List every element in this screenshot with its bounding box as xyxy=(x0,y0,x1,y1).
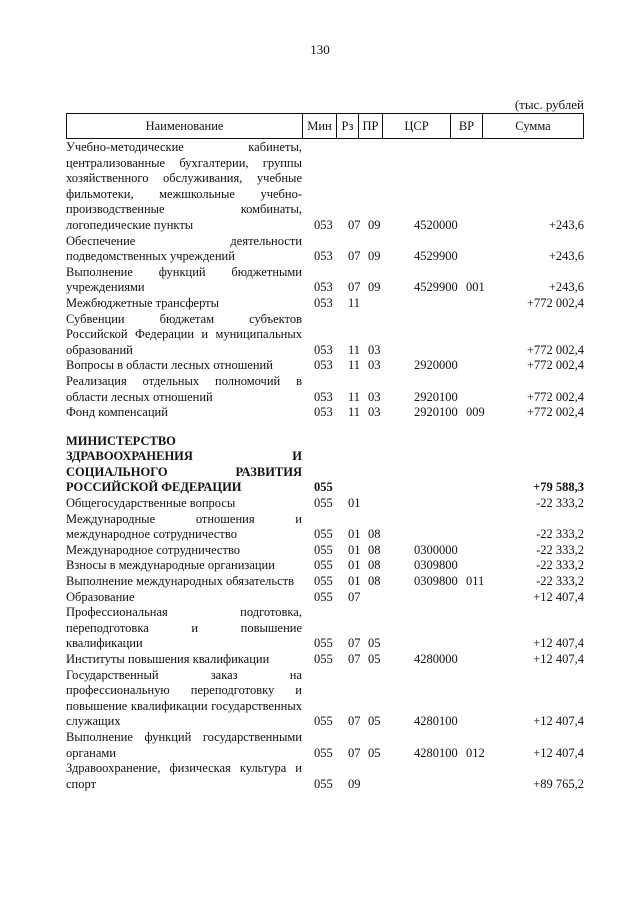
row-pr: 09 xyxy=(368,217,381,232)
table-header xyxy=(66,113,584,139)
row-pr: 08 xyxy=(368,574,381,589)
row-name: Образование xyxy=(66,589,135,604)
row-rz: 11 xyxy=(348,405,361,420)
row-name: Вопросы в области лесных отношений xyxy=(66,358,273,373)
table-row xyxy=(66,140,584,234)
row-sum: +772 002,4 xyxy=(526,405,584,420)
row-rz: 01 xyxy=(348,527,361,542)
row-name: Учебно-методические кабинеты, централизованные бухгалтерии, группы хозяйственного обслуживания, учебные фильмотеки, межшкольные учебно-производственные комбинаты, логопедические пункты xyxy=(66,140,302,232)
row-name: Выполнение функций государственными органами xyxy=(66,729,302,760)
row-sum: +772 002,4 xyxy=(526,342,584,357)
row-min: 055 xyxy=(314,527,333,542)
table-row xyxy=(66,730,584,761)
row-csr: 4529900 xyxy=(414,280,458,295)
row-pr: 08 xyxy=(368,558,381,573)
page-number: 130 xyxy=(310,42,330,57)
row-sum: +12 407,4 xyxy=(533,636,584,651)
table-row xyxy=(66,296,584,312)
row-pr: 03 xyxy=(368,405,381,420)
row-name: Здравоохранение, физическая культура и спорт xyxy=(66,761,302,791)
row-name: Общегосударственные вопросы xyxy=(66,496,236,511)
row-name: Международное сотрудничество xyxy=(66,542,241,557)
row-name: МИНИСТЕРСТВО ЗДРАВООХРАНЕНИЯ И СОЦИАЛЬНОГО РАЗВИТИЯ РОССИЙСКОЙ ФЕДЕРАЦИИ xyxy=(66,433,302,495)
row-sum: +243,6 xyxy=(548,280,584,295)
row-sum: -22 333,2 xyxy=(536,527,584,542)
row-sum: +79 588,3 xyxy=(533,480,584,495)
row-min: 055 xyxy=(314,480,333,495)
header-min: Мин xyxy=(303,114,337,138)
row-min: 053 xyxy=(314,249,333,264)
row-rz: 11 xyxy=(348,342,361,357)
table-row xyxy=(66,265,584,296)
row-name: Обеспечение деятельности подведомственных учреждений xyxy=(66,233,302,264)
table-row xyxy=(66,512,584,543)
row-vr: 012 xyxy=(466,745,485,760)
row-name: Субвенции бюджетам субъектов Российской Федерации и муниципальных образований xyxy=(66,311,302,357)
row-sum: +772 002,4 xyxy=(526,358,584,373)
row-name: Международные отношения и международное сотрудничество xyxy=(66,511,302,542)
row-pr: 05 xyxy=(368,745,381,760)
row-min: 055 xyxy=(314,542,333,557)
table-row xyxy=(66,761,584,792)
row-pr: 03 xyxy=(368,358,381,373)
row-rz: 11 xyxy=(348,295,361,310)
row-rz: 07 xyxy=(348,589,361,604)
header-csr: ЦСР xyxy=(383,114,451,138)
table-row xyxy=(66,434,584,496)
table-row xyxy=(66,496,584,512)
row-name: Институты повышения квалификации xyxy=(66,652,270,666)
row-sum: +89 765,2 xyxy=(533,776,584,791)
row-min: 055 xyxy=(314,745,333,760)
row-min: 055 xyxy=(314,574,333,589)
row-min: 053 xyxy=(314,280,333,295)
table-row xyxy=(66,543,584,559)
row-csr: 4529900 xyxy=(414,249,458,264)
row-min: 053 xyxy=(314,295,333,310)
row-rz: 01 xyxy=(348,558,361,573)
row-pr: 09 xyxy=(368,280,381,295)
table-row xyxy=(66,358,584,374)
row-csr: 2920100 xyxy=(414,389,458,404)
row-min: 055 xyxy=(314,714,333,729)
row-csr: 0309800 xyxy=(414,574,458,589)
row-sum: -22 333,2 xyxy=(536,496,584,511)
row-pr: 05 xyxy=(368,636,381,651)
row-csr: 4280100 xyxy=(414,745,458,760)
table-row xyxy=(66,652,584,668)
row-sum: -22 333,2 xyxy=(536,558,584,573)
row-rz: 11 xyxy=(348,389,361,404)
row-rz: 01 xyxy=(348,574,361,589)
row-sum: -22 333,2 xyxy=(536,542,584,557)
row-min: 055 xyxy=(314,496,333,511)
row-rz: 07 xyxy=(348,636,361,651)
row-vr: 011 xyxy=(466,574,485,589)
row-vr: 009 xyxy=(466,405,485,420)
header-rz: Рз xyxy=(337,114,359,138)
row-name: Выполнение функций бюджетными учреждениями xyxy=(66,264,302,295)
row-pr: 08 xyxy=(368,542,381,557)
row-rz: 07 xyxy=(348,217,361,232)
row-csr: 4280100 xyxy=(414,714,458,729)
row-min: 053 xyxy=(314,389,333,404)
row-sum: +772 002,4 xyxy=(526,295,584,310)
row-rz: 01 xyxy=(348,496,361,511)
row-rz: 09 xyxy=(348,776,361,791)
row-min: 055 xyxy=(314,558,333,573)
row-pr: 03 xyxy=(368,342,381,357)
row-rz: 01 xyxy=(348,542,361,557)
row-pr: 05 xyxy=(368,652,381,666)
header-pr: ПР xyxy=(359,114,383,138)
row-sum: +12 407,4 xyxy=(533,652,584,666)
row-min: 053 xyxy=(314,342,333,357)
row-pr: 08 xyxy=(368,527,381,542)
row-csr: 4280000 xyxy=(414,652,458,666)
row-pr: 05 xyxy=(368,714,381,729)
row-sum: +12 407,4 xyxy=(533,589,584,604)
table-body xyxy=(66,140,584,792)
row-vr: 001 xyxy=(466,280,485,295)
table-row xyxy=(66,374,584,405)
row-csr: 2920000 xyxy=(414,358,458,373)
row-rz: 07 xyxy=(348,745,361,760)
row-name: Взносы в международные организации xyxy=(66,558,275,573)
row-sum: +12 407,4 xyxy=(533,714,584,729)
table-row xyxy=(66,312,584,359)
table-row xyxy=(66,234,584,265)
row-min: 053 xyxy=(314,358,333,373)
row-rz: 07 xyxy=(348,652,361,666)
units-label: (тыс. рублей xyxy=(514,97,584,112)
row-csr: 0309800 xyxy=(414,558,458,573)
row-csr: 0300000 xyxy=(414,542,458,557)
row-csr: 2920100 xyxy=(414,405,458,420)
row-rz: 07 xyxy=(348,280,361,295)
row-rz: 07 xyxy=(348,714,361,729)
row-name: Государственный заказ на профессиональную переподготовку и повышение квалификации государственных служащих xyxy=(66,667,302,729)
header-name: Наименование xyxy=(67,114,303,138)
row-name: Выполнение международных обязательств xyxy=(66,574,295,589)
row-pr: 03 xyxy=(368,389,381,404)
row-min: 055 xyxy=(314,776,333,791)
row-name: Фонд компенсаций xyxy=(66,405,168,420)
row-sum: +243,6 xyxy=(548,217,584,232)
row-rz: 07 xyxy=(348,249,361,264)
row-min: 053 xyxy=(314,405,333,420)
row-min: 055 xyxy=(314,636,333,651)
table-row xyxy=(66,574,584,590)
row-pr: 09 xyxy=(368,249,381,264)
row-sum: +243,6 xyxy=(548,249,584,264)
header-sum: Сумма xyxy=(515,118,551,133)
row-min: 055 xyxy=(314,589,333,604)
row-min: 053 xyxy=(314,217,333,232)
table-row xyxy=(66,590,584,606)
row-min: 055 xyxy=(314,652,333,666)
row-sum: -22 333,2 xyxy=(536,574,584,589)
table-row xyxy=(66,405,584,421)
row-name: Реализация отдельных полномочий в области лесных отношений xyxy=(66,373,302,404)
row-csr: 4520000 xyxy=(414,217,458,232)
row-rz: 11 xyxy=(348,358,361,373)
row-sum: +12 407,4 xyxy=(533,745,584,760)
table-row xyxy=(66,668,584,730)
header-vr: ВР xyxy=(451,114,483,138)
row-sum: +772 002,4 xyxy=(526,389,584,404)
table-row xyxy=(66,558,584,574)
table-row xyxy=(66,605,584,652)
row-name: Профессиональная подготовка, переподготовка и повышение квалификации xyxy=(66,605,302,651)
row-name: Межбюджетные трансферты xyxy=(66,295,220,310)
